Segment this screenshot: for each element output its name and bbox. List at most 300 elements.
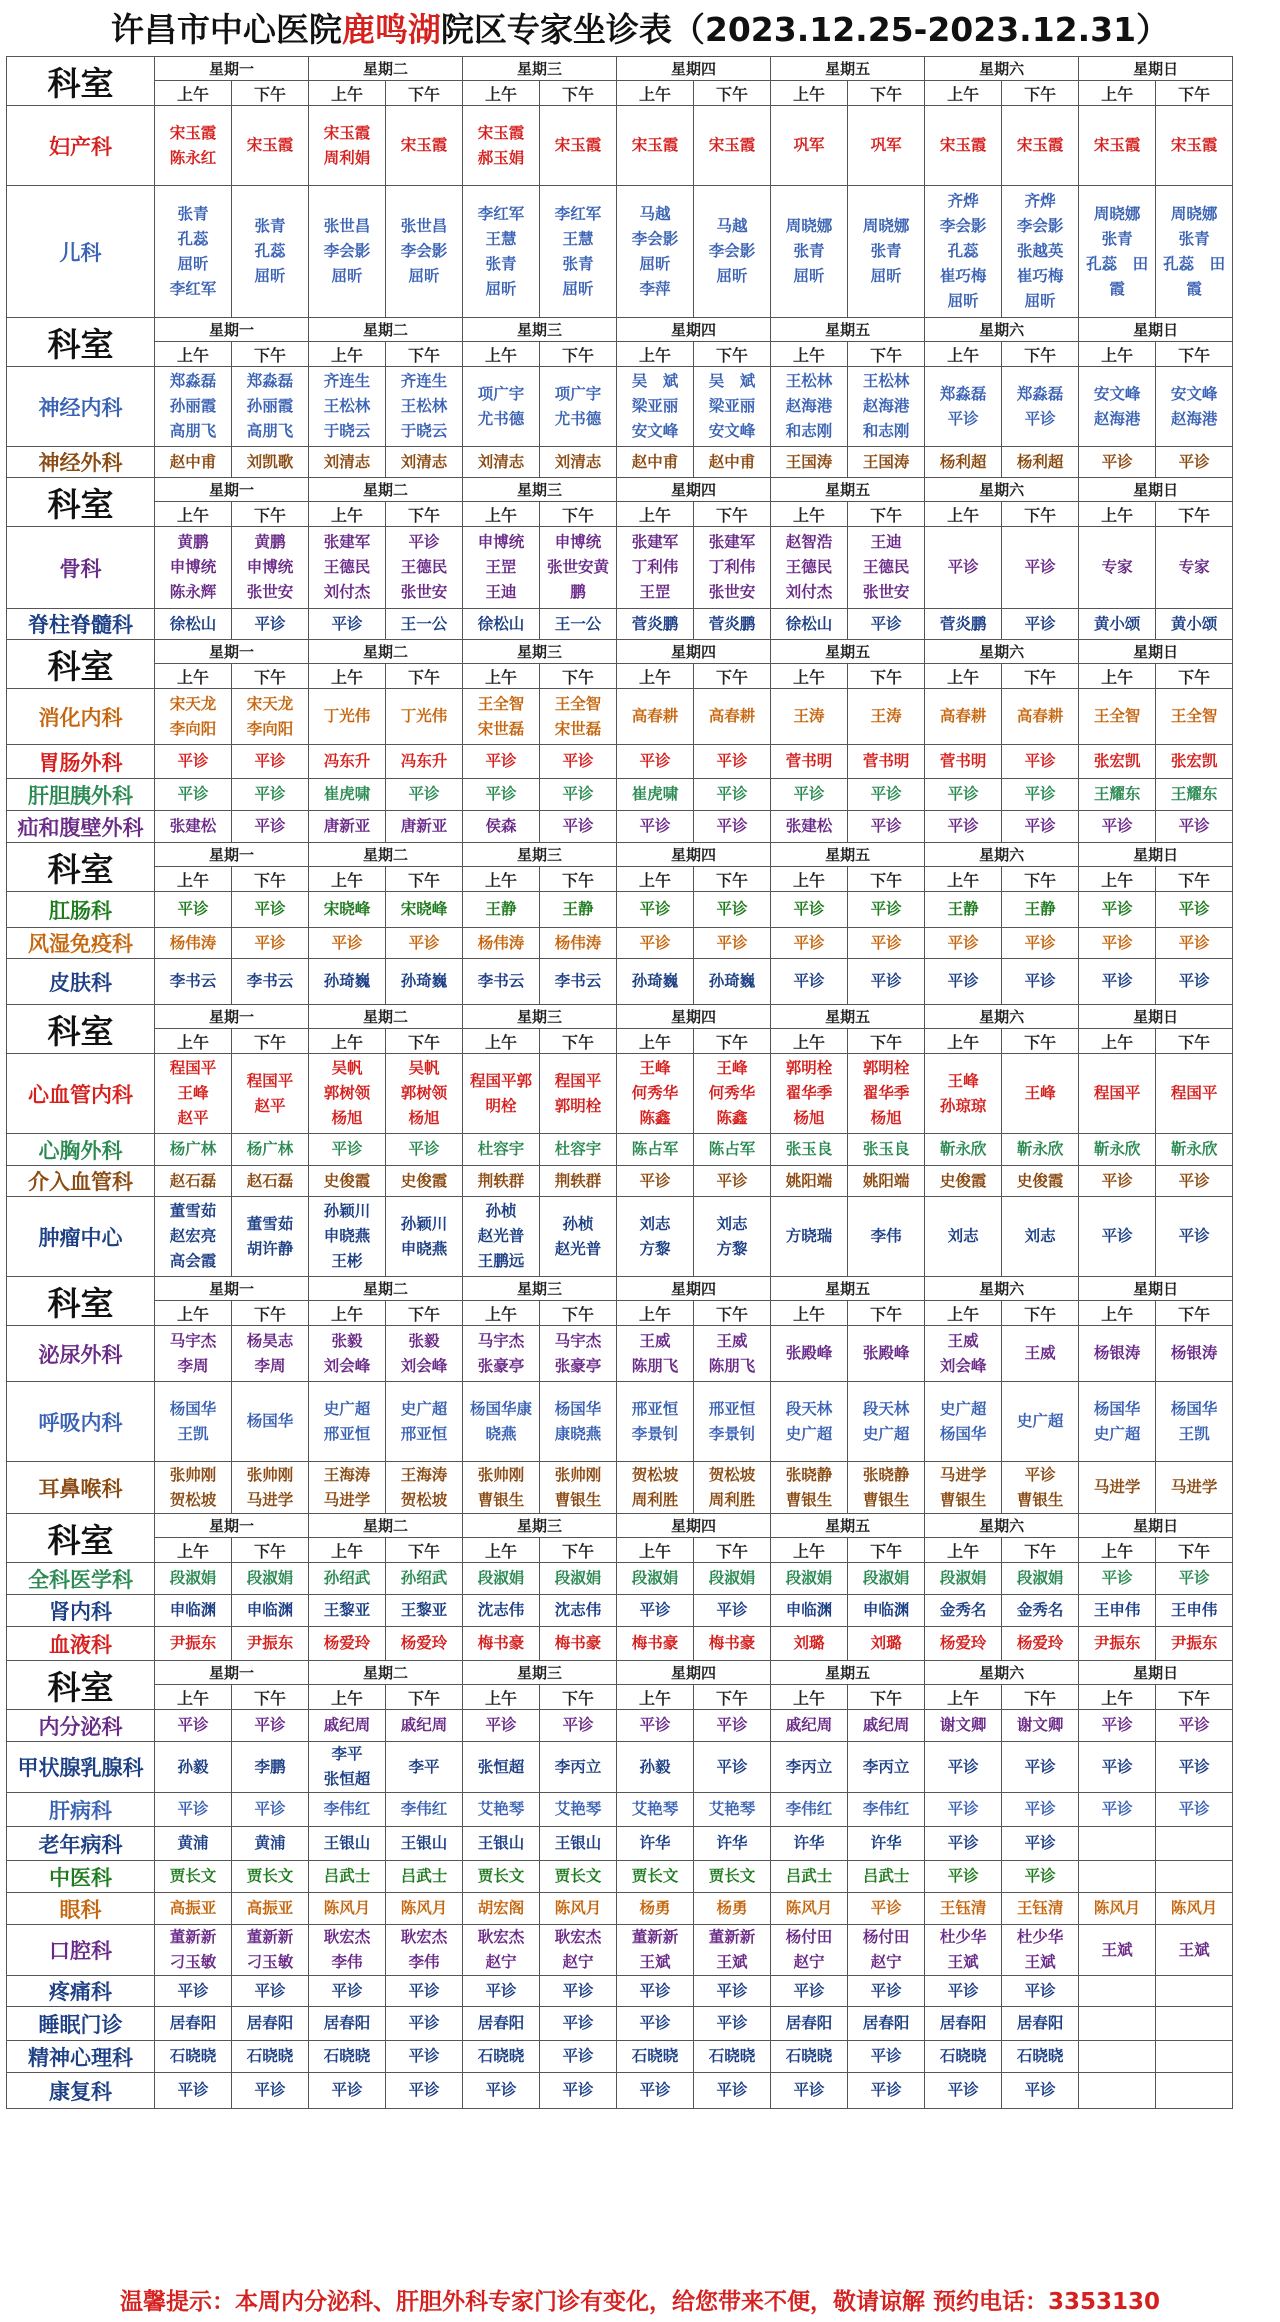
doctor-name: 张世安: [246, 583, 294, 601]
doctor-cell: [1002, 367, 1079, 447]
doctor-cell: [1002, 928, 1079, 959]
half-day-header: 上午: [1079, 1685, 1156, 1710]
doctor-name: 王斌: [947, 1953, 979, 1971]
doctor-cell: [1156, 1710, 1233, 1742]
doctor-name: 周利胜: [708, 1490, 756, 1509]
doctor-name: 李伟: [408, 1953, 440, 1971]
doctor-cell: [463, 745, 540, 779]
department-name: 中医科: [7, 1861, 155, 1893]
doctor-name: 杨爱玲: [1016, 1634, 1064, 1652]
doctor-cell: [771, 892, 848, 928]
doctor-name: 平诊: [639, 1981, 671, 2000]
doctor-name: 平诊: [716, 1171, 748, 1190]
doctor-cell: [1156, 779, 1233, 811]
doctor-name: 申临渊: [785, 1601, 833, 1619]
doctor-cell: [848, 1627, 925, 1661]
doctor-cell: [617, 367, 694, 447]
doctor-name: 吕武士: [323, 1867, 371, 1885]
half-day-header: 下午: [386, 1685, 463, 1710]
doctor-name: 李会影: [400, 242, 448, 260]
day-header: 星期二: [309, 1661, 463, 1685]
doctor-name: 杨爱玲: [323, 1634, 371, 1652]
doctor-cell: [694, 1861, 771, 1893]
doctor-name: 陈风月: [785, 1899, 833, 1917]
doctor-cell: [925, 689, 1002, 745]
doctor-cell: [1002, 779, 1079, 811]
doctor-cell: [1156, 689, 1233, 745]
department-row: [7, 1462, 1233, 1514]
doctor-name: 张殿峰: [785, 1344, 833, 1362]
doctor-name: 和志刚: [785, 422, 833, 440]
doctor-name: 平诊: [1101, 1800, 1133, 1818]
doctor-name: 孙绍武: [323, 1569, 371, 1587]
day-header: 星期五: [771, 1661, 925, 1685]
half-day-header: 下午: [232, 502, 309, 527]
doctor-name: 邢亚恒: [708, 1399, 756, 1418]
doctor-name: 刘志: [1024, 1227, 1056, 1245]
doctor-cell: [463, 1925, 540, 1976]
doctor-name: 郭树领: [323, 1084, 371, 1102]
doctor-name: 陈风月: [400, 1899, 448, 1917]
doctor-name: 平诊: [793, 785, 825, 803]
doctor-name: 谢文卿: [1016, 1716, 1064, 1734]
doctor-cell: [463, 1595, 540, 1627]
department-name: 神经外科: [7, 447, 155, 478]
doctor-cell: [1002, 1893, 1079, 1925]
doctor-cell: [309, 2041, 386, 2073]
doctor-cell: [232, 1793, 309, 1827]
doctor-name: 郑淼磊: [169, 372, 217, 390]
doctor-name: 王银山: [554, 1834, 602, 1852]
doctor-cell: [540, 892, 617, 928]
header-days-row: [7, 478, 1233, 502]
department-name: 甲状腺乳腺科: [7, 1742, 155, 1793]
doctor-name: 杨银涛: [1093, 1344, 1141, 1362]
doctor-name: 王斌: [1178, 1940, 1210, 1959]
doctor-name: 陈朋飞: [631, 1356, 679, 1375]
doctor-name: 项广宇: [477, 384, 525, 403]
doctor-cell: [1002, 1627, 1079, 1661]
doctor-cell: [848, 892, 925, 928]
day-header: 星期一: [155, 1514, 309, 1538]
day-header: 星期六: [925, 57, 1079, 81]
doctor-cell: [309, 1595, 386, 1627]
section-header-label: 科室: [7, 478, 155, 527]
doctor-name: 王彬: [331, 1252, 363, 1270]
doctor-cell: [540, 1462, 617, 1514]
doctor-name: 屈昕: [331, 267, 363, 285]
doctor-name: 平诊: [331, 2081, 363, 2099]
doctor-name: 周利胜: [631, 1490, 679, 1509]
doctor-name: 杨伟涛: [169, 933, 217, 952]
doctor-cell: [540, 1326, 617, 1382]
doctor-cell: [771, 1861, 848, 1893]
doctor-name: 程国平: [1093, 1084, 1141, 1102]
doctor-name: 王申伟: [1093, 1601, 1141, 1619]
title-campus: 鹿鸣湖: [341, 10, 441, 49]
half-day-header: 上午: [925, 1685, 1002, 1710]
doctor-cell: [540, 1054, 617, 1134]
doctor-name: 史俊霞: [939, 1171, 987, 1190]
department-name: 耳鼻喉科: [7, 1462, 155, 1514]
doctor-name: 平诊: [870, 900, 902, 918]
doctor-name: 平诊: [177, 1800, 209, 1818]
doctor-cell: [1079, 1462, 1156, 1514]
doctor-name: 平诊: [870, 2081, 902, 2099]
doctor-cell: [694, 1054, 771, 1134]
doctor-name: 耿宏杰: [477, 1928, 525, 1946]
doctor-name: 屈昕: [1024, 292, 1056, 310]
doctor-cell: [463, 928, 540, 959]
doctor-name: 马进学: [246, 1490, 294, 1509]
half-day-header: 下午: [848, 867, 925, 892]
doctor-cell: [1002, 2073, 1079, 2109]
doctor-name: 霞: [1186, 279, 1202, 298]
doctor-name: 晓燕: [485, 1424, 517, 1443]
half-day-header: 上午: [925, 1029, 1002, 1054]
doctor-name: 吴 斌: [708, 372, 756, 390]
half-day-header: 上午: [617, 867, 694, 892]
doctor-name: 周利娟: [323, 148, 371, 167]
doctor-cell: [386, 1134, 463, 1166]
doctor-cell: [694, 779, 771, 811]
doctor-name: 平诊: [947, 933, 979, 952]
doctor-name: 霞: [1109, 279, 1125, 298]
doctor-cell: [309, 1827, 386, 1861]
doctor-cell: [463, 892, 540, 928]
doctor-cell: [309, 2007, 386, 2041]
doctor-name: 孙桢: [485, 1202, 517, 1220]
doctor-name: 王慧: [562, 229, 594, 248]
day-header: 星期五: [771, 57, 925, 81]
department-row: [7, 1742, 1233, 1793]
doctor-cell: [771, 779, 848, 811]
doctor-cell: [771, 689, 848, 745]
doctor-name: 平诊: [1178, 933, 1210, 952]
half-day-header: 上午: [617, 1685, 694, 1710]
doctor-cell: [155, 1595, 232, 1627]
doctor-name: 平诊: [408, 785, 440, 803]
doctor-cell: [848, 2007, 925, 2041]
doctor-cell: [463, 1742, 540, 1793]
doctor-name: 杨昊志: [246, 1331, 294, 1350]
doctor-cell: [771, 1054, 848, 1134]
doctor-cell: [232, 609, 309, 640]
doctor-name: 艾艳琴: [708, 1800, 756, 1818]
half-day-header: 上午: [1079, 1301, 1156, 1326]
doctor-cell: [155, 106, 232, 186]
doctor-name: 平诊: [1024, 933, 1056, 952]
department-name: 肾内科: [7, 1595, 155, 1627]
doctor-name: 杨银涛: [1170, 1344, 1218, 1362]
doctor-name: 孙丽霞: [169, 397, 217, 415]
doctor-name: 平诊: [177, 752, 209, 770]
doctor-cell: [1156, 1166, 1233, 1197]
doctor-cell: [925, 1595, 1002, 1627]
doctor-name: 杨广林: [169, 1140, 217, 1158]
title-rest: 院区专家坐诊表（2023.12.25-2023.12.31）: [440, 10, 1170, 49]
doctor-name: 郑淼磊: [246, 372, 294, 390]
doctor-name: 王涛: [793, 707, 825, 725]
doctor-name: 平诊: [1024, 1465, 1056, 1484]
doctor-cell: [540, 779, 617, 811]
doctor-cell: [540, 689, 617, 745]
doctor-cell: [309, 959, 386, 1005]
doctor-name: 平诊: [485, 1716, 517, 1734]
doctor-name: 平诊: [254, 1981, 286, 2000]
doctor-name: 李平: [331, 1745, 363, 1763]
doctor-cell: [232, 1861, 309, 1893]
doctor-cell: [1156, 745, 1233, 779]
doctor-cell: [771, 959, 848, 1005]
doctor-name: 李萍: [639, 279, 671, 298]
doctor-cell: [617, 1166, 694, 1197]
doctor-cell: [155, 1793, 232, 1827]
doctor-name: 黄小颂: [1170, 614, 1218, 633]
doctor-cell: [463, 2007, 540, 2041]
doctor-cell: [771, 2041, 848, 2073]
doctor-cell: [694, 2041, 771, 2073]
doctor-cell: [694, 527, 771, 609]
section-header-label: 科室: [7, 1514, 155, 1563]
doctor-cell: [848, 779, 925, 811]
doctor-name: 史俊霞: [400, 1171, 448, 1190]
header-halves-row: [7, 502, 1233, 527]
doctor-name: 戚纪周: [785, 1716, 833, 1734]
doctor-name: 许华: [639, 1834, 671, 1852]
doctor-cell: [540, 1925, 617, 1976]
half-day-header: 下午: [540, 1029, 617, 1054]
half-day-header: 下午: [848, 1538, 925, 1563]
doctor-name: 平诊: [716, 1601, 748, 1619]
doctor-cell: [232, 779, 309, 811]
department-row: [7, 1925, 1233, 1976]
doctor-name: 平诊: [793, 1981, 825, 2000]
doctor-name: 申博统: [169, 558, 217, 576]
doctor-cell: [540, 609, 617, 640]
doctor-name: 平诊: [639, 1716, 671, 1734]
doctor-cell: [1002, 689, 1079, 745]
doctor-name: 马进学: [1170, 1478, 1218, 1496]
doctor-name: 平诊: [1178, 1757, 1210, 1776]
doctor-cell: [232, 1925, 309, 1976]
doctor-name: 和志刚: [862, 422, 910, 440]
doctor-cell: [925, 779, 1002, 811]
doctor-name: 王凯: [1178, 1424, 1210, 1443]
doctor-name: 王斌: [1101, 1940, 1133, 1959]
doctor-name: 王松林: [323, 397, 371, 415]
doctor-cell: [463, 2073, 540, 2109]
doctor-cell: [386, 186, 463, 318]
doctor-cell: [617, 106, 694, 186]
doctor-cell: [1156, 1861, 1233, 1893]
department-row: [7, 106, 1233, 186]
half-day-header: 下午: [848, 1685, 925, 1710]
doctor-name: 唐新亚: [323, 817, 371, 835]
doctor-name: 孔蕊: [177, 229, 209, 248]
doctor-cell: [1079, 186, 1156, 318]
doctor-name: 平诊: [408, 933, 440, 952]
doctor-name: 吕武士: [785, 1867, 833, 1885]
doctor-cell: [925, 959, 1002, 1005]
doctor-name: 李向阳: [169, 719, 217, 738]
doctor-name: 马越: [639, 204, 671, 223]
doctor-name: 侯森: [485, 817, 517, 835]
doctor-cell: [1002, 959, 1079, 1005]
doctor-cell: [232, 1976, 309, 2007]
doctor-name: 平诊: [1024, 1834, 1056, 1852]
doctor-cell: [309, 527, 386, 609]
doctor-cell: [232, 811, 309, 843]
doctor-cell: [771, 1595, 848, 1627]
doctor-name: 王涛: [870, 707, 902, 725]
half-day-header: 下午: [848, 1301, 925, 1326]
half-day-header: 下午: [1156, 1685, 1233, 1710]
doctor-cell: [540, 2041, 617, 2073]
doctor-name: 赵石磊: [246, 1171, 294, 1190]
doctor-name: 吕武士: [400, 1867, 448, 1885]
doctor-cell: [771, 367, 848, 447]
department-name: 疝和腹壁外科: [7, 811, 155, 843]
doctor-name: 史俊霞: [1016, 1171, 1064, 1190]
doctor-cell: [232, 1742, 309, 1793]
doctor-cell: [463, 1166, 540, 1197]
doctor-name: 李伟红: [400, 1800, 448, 1818]
doctor-name: 平诊: [947, 409, 979, 428]
doctor-name: 王静: [947, 900, 979, 918]
department-row: [7, 1326, 1233, 1382]
half-day-header: 下午: [1156, 664, 1233, 689]
doctor-name: 张青: [485, 254, 517, 273]
doctor-name: 胡宏阁: [477, 1899, 525, 1917]
doctor-name: 平诊: [716, 785, 748, 803]
doctor-cell: [155, 1326, 232, 1382]
doctor-name: 董新新: [169, 1928, 217, 1946]
half-day-header: 上午: [155, 1538, 232, 1563]
department-row: [7, 1054, 1233, 1134]
doctor-cell: [925, 2007, 1002, 2041]
doctor-name: 张玉良: [862, 1140, 910, 1158]
doctor-name: 张青: [177, 204, 209, 223]
doctor-name: 居春阳: [246, 2014, 294, 2032]
doctor-name: 董雪茹: [246, 1214, 294, 1233]
doctor-name: 杨伟涛: [477, 933, 525, 952]
doctor-cell: [771, 1793, 848, 1827]
half-day-header: 上午: [925, 502, 1002, 527]
doctor-cell: [155, 2073, 232, 2109]
department-row: [7, 1166, 1233, 1197]
day-header: 星期三: [463, 1277, 617, 1301]
doctor-name: 菅炎鹏: [631, 614, 679, 633]
doctor-cell: [232, 1893, 309, 1925]
doctor-name: 赵中甫: [169, 452, 217, 471]
doctor-cell: [386, 811, 463, 843]
doctor-name: 黄鹏: [254, 533, 286, 551]
doctor-name: 董新新: [708, 1928, 756, 1946]
doctor-name: 平诊: [716, 817, 748, 835]
doctor-cell: [155, 367, 232, 447]
half-day-header: 下午: [848, 342, 925, 367]
department-name: 风湿免疫科: [7, 928, 155, 959]
doctor-name: 刘凯歌: [246, 452, 294, 471]
doctor-name: 王迪: [485, 583, 517, 601]
doctor-name: 宋玉霞: [246, 136, 294, 154]
doctor-name: 马进学: [1093, 1478, 1141, 1496]
doctor-name: 张帅刚: [554, 1465, 602, 1484]
doctor-cell: [617, 1827, 694, 1861]
doctor-cell: [463, 1861, 540, 1893]
doctor-cell: [694, 1827, 771, 1861]
doctor-cell: [848, 186, 925, 318]
doctor-name: 平诊: [1024, 817, 1056, 835]
doctor-name: 杜容宇: [477, 1140, 525, 1158]
doctor-name: 菅炎鹏: [939, 614, 987, 633]
doctor-name: 张世昌: [323, 217, 371, 235]
doctor-name: 平诊: [870, 614, 902, 633]
doctor-cell: [232, 106, 309, 186]
half-day-header: 上午: [771, 1301, 848, 1326]
doctor-name: 杜容宇: [554, 1140, 602, 1158]
doctor-name: 史广超: [1016, 1412, 1064, 1430]
notice-text: 温馨提示：本周内分泌科、肝胆外科专家门诊有变化，给您带来不便，敬请谅解 预约电话：3353130: [119, 2289, 1161, 2315]
doctor-name: 马宇杰: [169, 1331, 217, 1350]
doctor-name: 程国平: [1170, 1084, 1218, 1102]
department-name: 口腔科: [7, 1925, 155, 1976]
doctor-name: 石晓晓: [785, 2047, 833, 2065]
doctor-name: 申临渊: [246, 1601, 294, 1619]
doctor-name: 史广超: [1093, 1424, 1141, 1443]
doctor-name: 平诊: [870, 2047, 902, 2065]
doctor-cell: [232, 892, 309, 928]
doctor-cell: [1002, 1054, 1079, 1134]
doctor-cell: [386, 928, 463, 959]
doctor-name: 李红军: [477, 204, 525, 223]
doctor-cell: [232, 1827, 309, 1861]
department-row: [7, 609, 1233, 640]
doctor-cell: [540, 1976, 617, 2007]
doctor-name: 申临渊: [862, 1601, 910, 1619]
doctor-cell: [848, 1861, 925, 1893]
doctor-name: 王德民: [785, 558, 833, 576]
doctor-name: 戚纪周: [862, 1716, 910, 1734]
doctor-name: 平诊: [562, 2047, 594, 2065]
doctor-name: 姚阳端: [785, 1171, 833, 1190]
doctor-cell: [1156, 2073, 1233, 2109]
half-day-header: 上午: [617, 81, 694, 106]
day-header: 星期五: [771, 1005, 925, 1029]
doctor-cell: [1156, 2041, 1233, 2073]
doctor-name: 段淑娟: [1016, 1569, 1064, 1587]
doctor-name: 菅书明: [939, 752, 987, 770]
doctor-name: 平诊: [485, 2081, 517, 2099]
half-day-header: 上午: [925, 867, 1002, 892]
doctor-cell: [848, 106, 925, 186]
doctor-cell: [617, 811, 694, 843]
doctor-name: 孙颖川: [400, 1214, 448, 1233]
doctor-name: 孙琦巍: [631, 972, 679, 990]
doctor-cell: [1002, 2041, 1079, 2073]
doctor-cell: [1079, 1595, 1156, 1627]
header-halves-row: [7, 1685, 1233, 1710]
doctor-name: 平诊: [1101, 817, 1133, 835]
half-day-header: 下午: [1002, 1538, 1079, 1563]
doctor-cell: [925, 1054, 1002, 1134]
doctor-cell: [540, 106, 617, 186]
doctor-name: 石晓晓: [939, 2047, 987, 2065]
doctor-cell: [1156, 1925, 1233, 1976]
doctor-name: 赵中甫: [708, 452, 756, 471]
doctor-cell: [925, 1710, 1002, 1742]
